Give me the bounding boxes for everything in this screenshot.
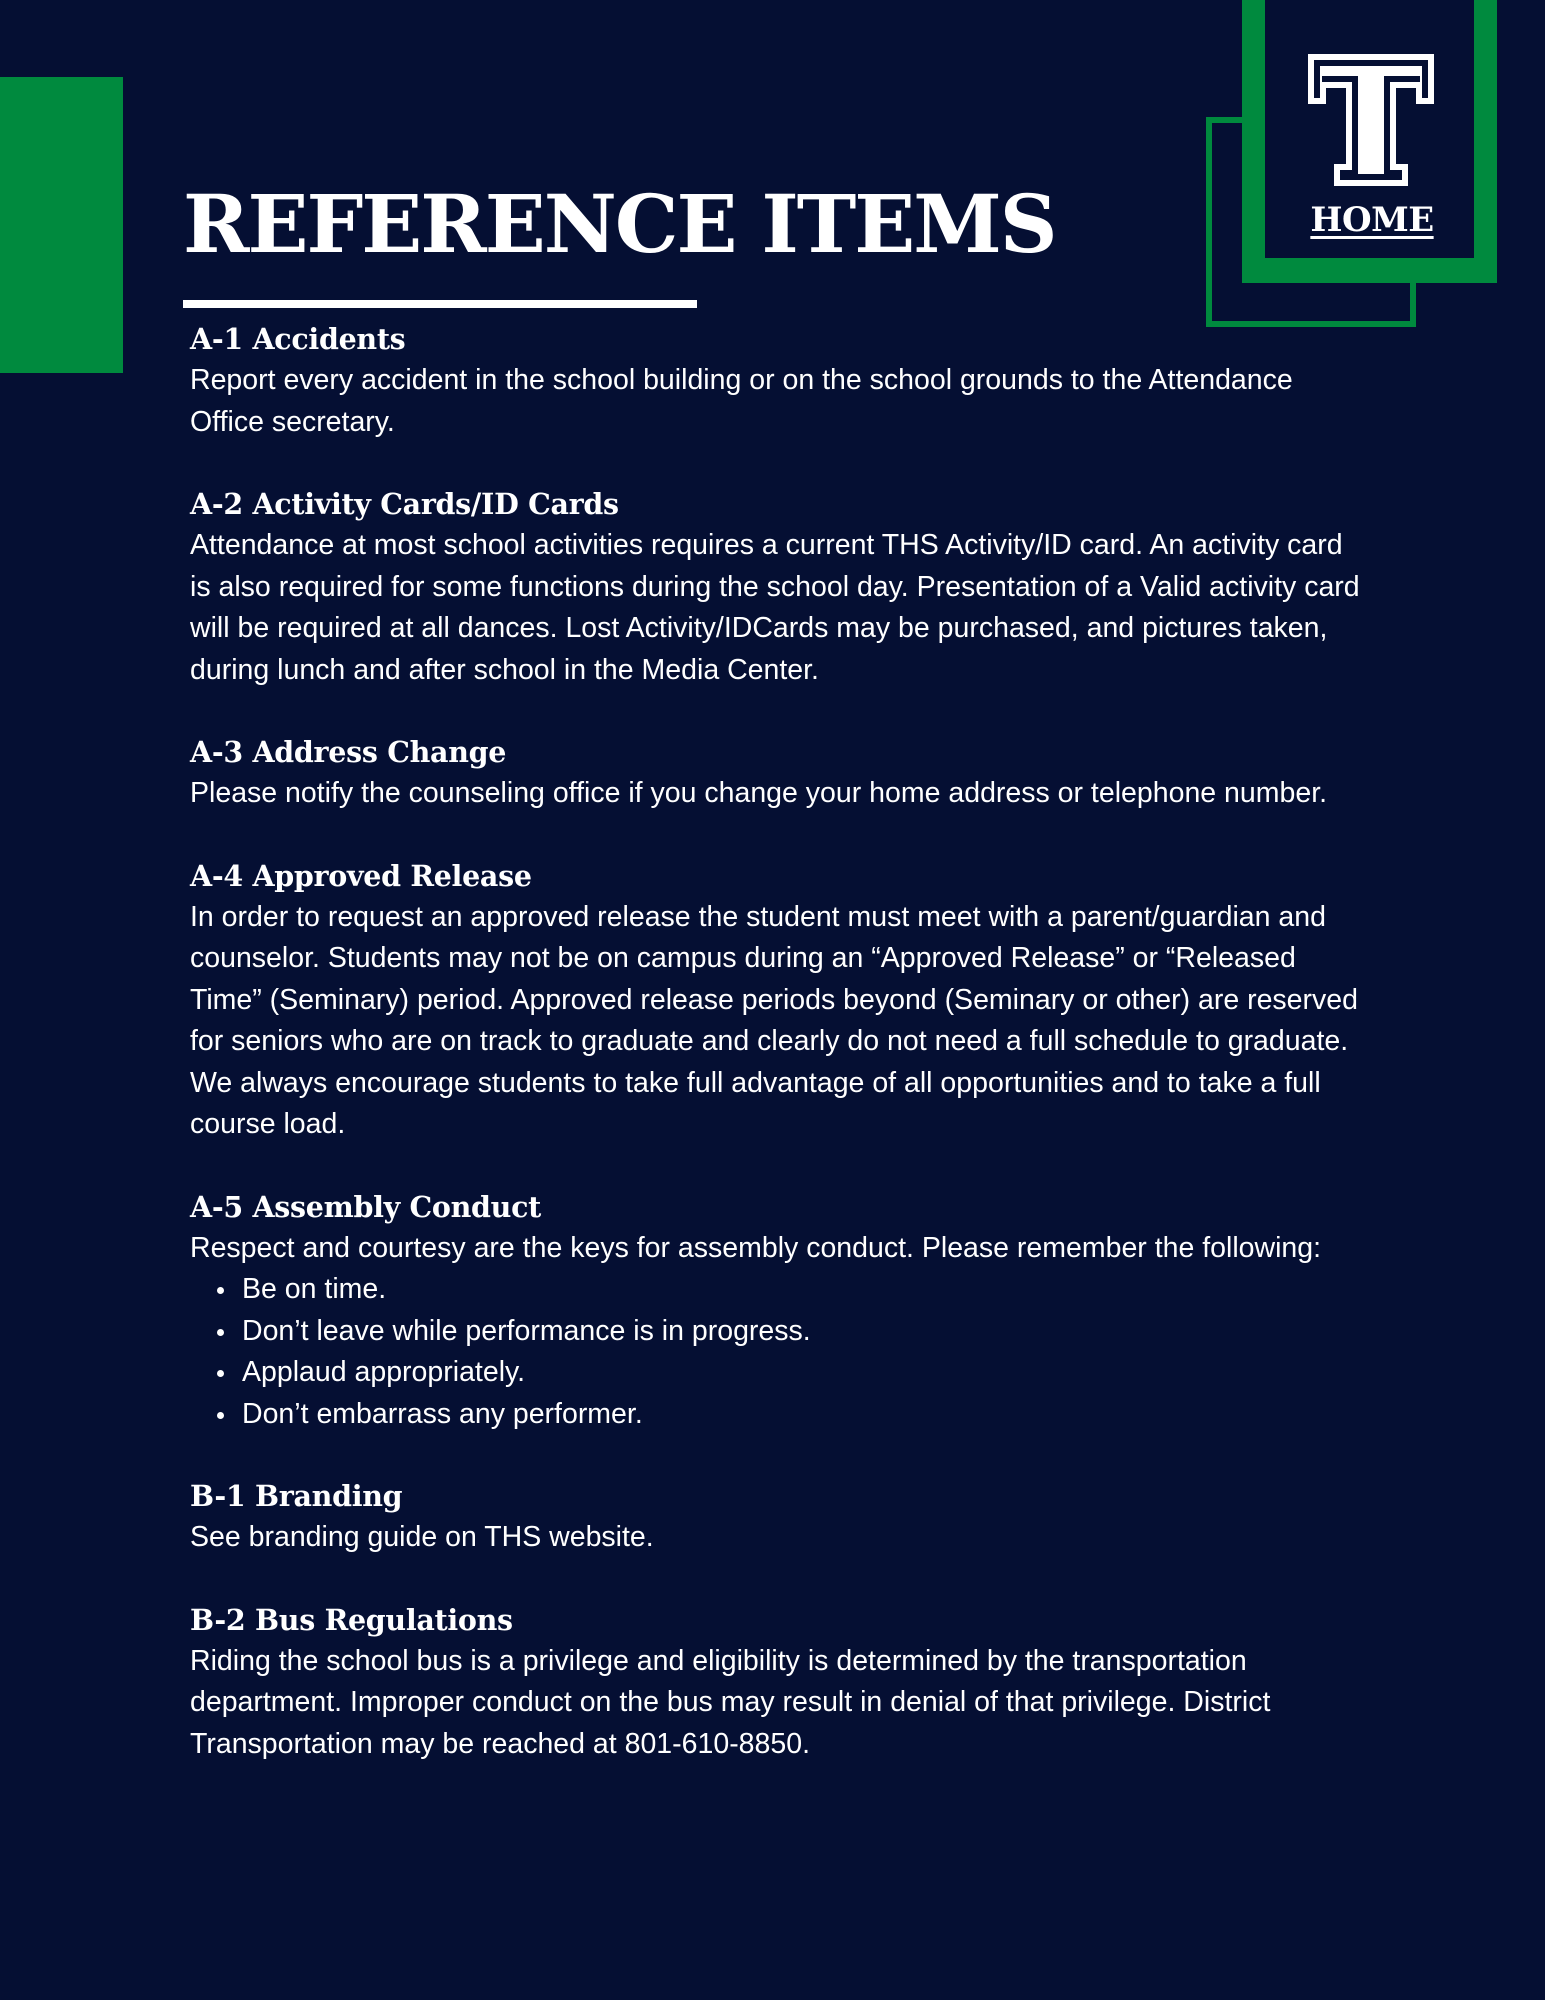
section-heading: B-1 Branding [190,1479,403,1513]
section-heading: A-1 Accidents [190,322,406,356]
section-body: Riding the school bus is a privilege and eligibility is determined by the transportation department. Improper conduct on the bus may result in denial of that privilege. District Transportation may be reached at 801-610-8850. [190,1644,1271,1760]
section-a5-assembly-conduct [190,1186,1360,1436]
varsity-t-logo-icon[interactable] [1308,54,1434,186]
section-body: Attendance at most school activities requires a current THS Activity/ID card. An activity card is also required for some functions during the school day. Presentation of a Valid activity card will be required at all dances. Lost Activity/IDCards may be purchased, and pictures taken, during lunch and after school in the Media Center. [190,529,1360,686]
section-body: Please notify the counseling office if you change your home address or telephone number. [190,777,1328,809]
section-body: Respect and courtesy are the keys for assembly conduct. Please remember the following: [190,1231,1322,1264]
section-b2-bus-regulations [190,1599,1360,1766]
list-item: Don’t leave while performance is in progress. [190,1311,1360,1353]
section-heading: A-3 Address Change [190,735,507,769]
reference-items-content [190,318,1360,1805]
section-b1-branding [190,1475,1360,1559]
section-a4-approved-release [190,855,1360,1146]
list-item: Be on time. [190,1269,1360,1311]
title-underline [183,300,697,308]
section-body: In order to request an approved release the student must meet with a parent/guardian and counselor. Students may not be on campus during an “Approved Release” or “Released Time” (Seminary) period. Approved release periods beyond (Seminary or other) are reserved for seniors who are on track to graduate and clearly do not need a full schedule to graduate. We always encourage students to take full advantage of all opportunities and to take a full course load. [190,900,1358,1140]
page-title: REFERENCE ITEMS [183,177,1056,271]
section-heading: B-2 Bus Regulations [190,1602,513,1637]
section-heading: A-5 Assembly Conduct [190,1189,542,1224]
section-heading: A-4 Approved Release [190,858,532,893]
left-accent-bar [0,77,123,373]
section-heading: A-2 Activity Cards/ID Cards [190,487,619,521]
assembly-conduct-list [190,1269,1360,1435]
section-a3-address-change [190,731,1360,815]
section-a1-accidents [190,318,1360,443]
list-item: Don’t embarrass any performer. [190,1394,1360,1436]
home-link[interactable]: HOME [1310,200,1434,240]
section-body: Report every accident in the school building or on the school grounds to the Attendance Office secretary. [190,364,1293,438]
section-a2-activity-cards [190,483,1360,691]
section-body: See branding guide on THS website. [190,1521,654,1553]
list-item: Applaud appropriately. [190,1352,1360,1394]
